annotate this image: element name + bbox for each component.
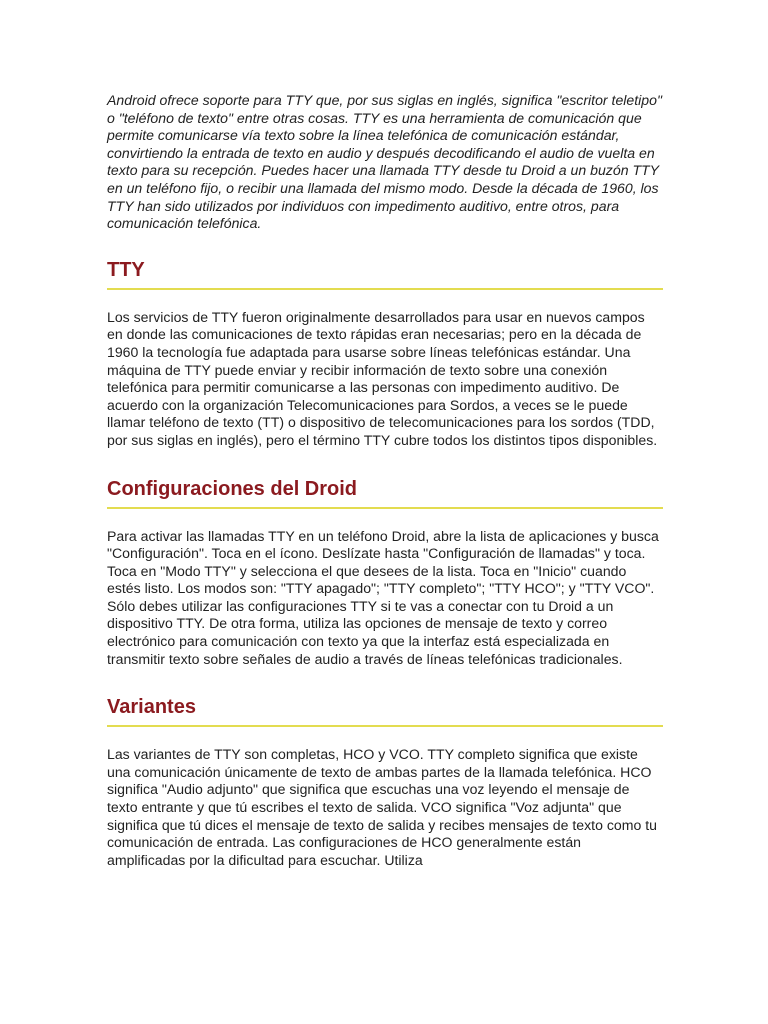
section-title-configuraciones: Configuraciones del Droid bbox=[107, 477, 663, 509]
intro-paragraph: Android ofrece soporte para TTY que, por sus siglas en inglés, significa "escritor teletipo" o "teléfono de texto" entre otras cosas. TTY es una herramienta de comunicación que permite comunicarse vía texto sobre la línea telefónica de comunicación estándar, convirtiendo la entrada de texto en audio y después decodificando el audio de vuelta en texto para su recepción. Puedes hacer una llamada TTY desde tu Droid a un buzón TTY en un teléfono fijo, o recibir una llamada del mismo modo. Desde la década de 1960, los TTY han sido utilizados por individuos con impedimento auditivo, entre otros, para comunicación telefónica. bbox=[107, 92, 662, 232]
document-page bbox=[107, 92, 663, 869]
section-configuraciones bbox=[107, 477, 663, 669]
section-body-configuraciones: Para activar las llamadas TTY en un teléfono Droid, abre la lista de aplicaciones y busca "Configuración". Toca en el ícono. Deslízate hasta "Configuración de llamadas" y toca. Toca en "Modo TTY" y selecciona el que desees de la lista. Toca en "Inicio" cuando estés listo. Los modos son: "TTY apagado"; "TTY completo"; "TTY HCO"; y "TTY VCO". Sólo debes utilizar las configuraciones TTY si te vas a conectar con tu Droid a un dispositivo TTY. De otra forma, utiliza las opciones de mensaje de texto y correo electrónico para comunicación con texto ya que la interfaz está especializada en transmitir texto sobre señales de audio a través de líneas telefónicas tradicionales. bbox=[107, 527, 659, 667]
section-title-tty: TTY bbox=[107, 258, 663, 290]
section-tty bbox=[107, 258, 663, 450]
section-variantes bbox=[107, 695, 663, 869]
section-body-variantes: Las variantes de TTY son completas, HCO y VCO. TTY completo significa que existe una comunicación únicamente de texto de ambas partes de la llamada telefónica. HCO significa "Audio adjunto" que significa que escuchas una voz leyendo el mensaje de texto entrante y que tú escribes el texto de salida. VCO significa "Voz adjunta" que significa que tú dices el mensaje de texto de salida y recibes mensajes de texto como tu comunicación de entrada. Las configuraciones de HCO generalmente están amplificadas por la dificultad para escuchar. Utiliza bbox=[107, 746, 657, 868]
section-body-tty: Los servicios de TTY fueron originalmente desarrollados para usar en nuevos campos en donde las comunicaciones de texto rápidas eran necesarias; pero en la década de 1960 la tecnología fue adaptada para usarse sobre líneas telefónicas estándar. Una máquina de TTY puede enviar y recibir información de texto sobre una conexión telefónica para permitir comunicarse a las personas con impedimento auditivo. De acuerdo con la organización Telecomunicaciones para Sordos, a veces se le puede llamar teléfono de texto (TT) o dispositivo de telecomunicaciones para los sordos (TDD, por sus siglas en inglés), pero el término TTY cubre todos los distintos tipos disponibles. bbox=[107, 308, 658, 448]
section-title-variantes: Variantes bbox=[107, 695, 663, 727]
